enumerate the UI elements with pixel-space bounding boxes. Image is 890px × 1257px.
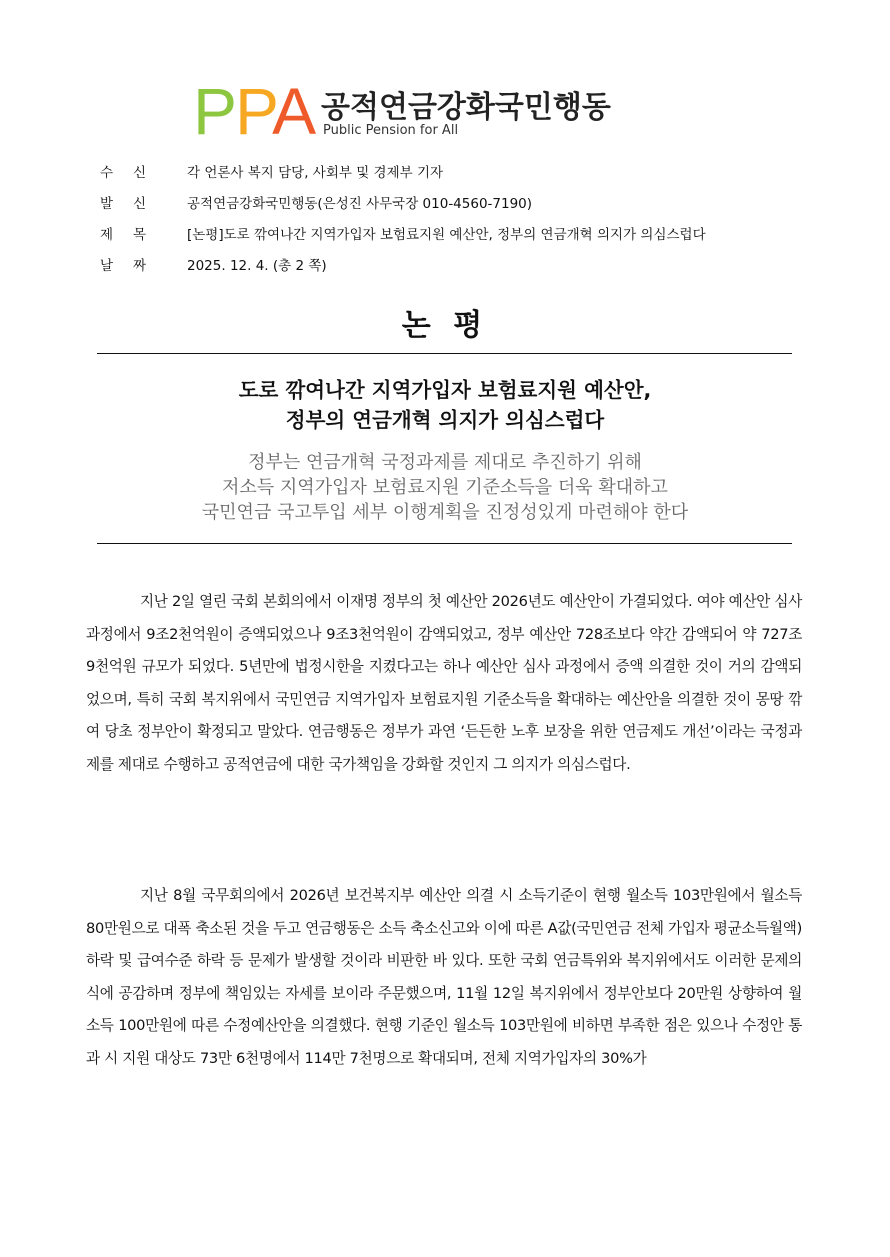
subtitle-line: 정부는 연금개혁 국정과제를 제대로 추진하기 위해 [248, 452, 642, 473]
divider-bottom [97, 543, 792, 544]
body-paragraph-2: 지난 8월 국무회의에서 2026년 보건복지부 예산안 의결 시 소득기준이 현행 월소득 103만원에서 월소득 80만원으로 대폭 축소된 것을 두고 연금행동은 소득 축소신고와 이에 따른 A값(국민연금 전체 가입자 평균소득월액) 하락 및 급여수준 하락 등 문제가 발생할 것이라 비판한 바 있다. 또한 국회 연금특위와 복지위에서도 이러한 문제의식에 공감하며 정부에 책임있는 자세를 보이라 주문했으며, 11월 12일 복지위에서 정부안보다 20만원 상향하여 월소득 100만원에 따른 수정예산안을 의결했다. 현행 기준인 월소득 103만원에 비하면 부족한 점은 있으나 수정안 통과 시 지원 대상도 73만 6천명에서 114만 7천명으로 확대되며, 전체 지역가입자의 30%가 [86, 887, 802, 1067]
meta-label: 날 짜 [100, 258, 146, 274]
document-type-heading: 논 평 [401, 308, 489, 343]
subtitle-line: 국민연금 국고투입 세부 이행계획을 진정성있게 마련해야 한다 [201, 502, 689, 523]
meta-value: 공적연금강화국민행동(은성진 사무국장 010-4560-7190) [187, 196, 533, 212]
article-title [0, 375, 890, 435]
meta-label: 제 목 [100, 227, 146, 243]
logo-org-name: 공적연금강화국민행동 [321, 90, 611, 125]
meta-value: 2025. 12. 4. (총 2 쪽) [187, 258, 327, 274]
title-line: 정부의 연금개혁 의지가 의심스럽다 [285, 408, 605, 432]
ppa-logo-mark [193, 74, 315, 148]
meta-label: 발 신 [100, 196, 146, 212]
meta-label: 수 신 [100, 165, 146, 181]
article-subtitle [0, 450, 890, 525]
meta-value: [논평]도로 깎여나간 지역가입자 보험료지원 예산안, 정부의 연금개혁 의지가 의심스럽다 [187, 227, 706, 243]
subtitle-line: 저소득 지역가입자 보험료지원 기준소득을 더욱 확대하고 [222, 477, 668, 498]
logo-letter-p1: P [193, 74, 236, 148]
divider-top [97, 353, 792, 354]
logo-letter-p2: P [235, 74, 273, 148]
logo-tagline: Public Pension for All [323, 123, 459, 138]
meta-value: 각 언론사 복지 담당, 사회부 및 경제부 기자 [187, 165, 444, 181]
logo-letter-a: A [272, 74, 315, 148]
body-paragraph-1: 지난 2일 열린 국회 본회의에서 이재명 정부의 첫 예산안 2026년도 예산안이 가결되었다. 여야 예산안 심사 과정에서 9조2천억원이 증액되었으나 9조3천억원이 감액되었고, 정부 예산안 728조보다 약간 감액되어 약 727조9천억원 규모가 되었다. 5년만에 법정시한을 지켰다고는 하나 예산안 심사 과정에서 증액 의결한 것이 거의 감액되었으며, 특히 국회 복지위에서 국민연금 지역가입자 보험료지원 기준소득을 확대하는 예산안을 의결한 것이 몽땅 깎여 당초 정부안이 확정되고 말았다. 연금행동은 정부가 과연 ‘든든한 노후 보장을 위한 연금제도 개선’이라는 국정과제를 제대로 수행하고 공적연금에 대한 국가책임을 강화할 것인지 그 의지가 의심스럽다. [86, 593, 802, 773]
title-line: 도로 깎여나간 지역가입자 보험료지원 예산안, [238, 378, 652, 402]
